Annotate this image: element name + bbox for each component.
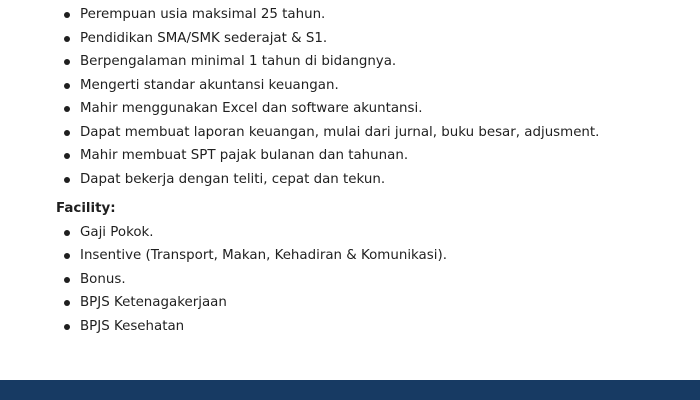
bullet-icon bbox=[64, 83, 70, 89]
list-item bbox=[0, 97, 700, 121]
list-item bbox=[0, 74, 700, 98]
bullet-icon bbox=[64, 12, 70, 18]
facility-text: BPJS Kesehatan bbox=[80, 318, 185, 334]
list-item bbox=[0, 168, 700, 192]
requirement-text: Mahir menggunakan Excel dan software akuntansi. bbox=[80, 101, 423, 116]
requirement-text: Mahir membuat SPT pajak bulanan dan tahunan. bbox=[80, 148, 409, 163]
bullet-icon bbox=[64, 153, 70, 159]
facility-text: Bonus. bbox=[80, 271, 126, 287]
bullet-icon bbox=[64, 230, 70, 236]
requirement-text: Dapat membuat laporan keuangan, mulai dari jurnal, buku besar, adjusment. bbox=[80, 124, 600, 140]
footer-bar bbox=[0, 380, 700, 400]
requirement-text: Perempuan usia maksimal 25 tahun. bbox=[80, 7, 326, 22]
list-item bbox=[0, 244, 700, 268]
list-item bbox=[0, 144, 700, 168]
facility-text: Gaji Pokok. bbox=[80, 224, 154, 240]
list-item bbox=[0, 3, 700, 27]
bullet-icon bbox=[64, 59, 70, 65]
bullet-icon bbox=[64, 130, 70, 136]
facility-text: Insentive (Transport, Makan, Kehadiran & Komunikasi). bbox=[80, 248, 447, 263]
bullet-icon bbox=[64, 106, 70, 112]
bullet-icon bbox=[64, 177, 70, 183]
bullet-icon bbox=[64, 324, 70, 330]
job-posting-content bbox=[0, 3, 700, 338]
list-item bbox=[0, 27, 700, 51]
requirement-text: Dapat bekerja dengan teliti, cepat dan tekun. bbox=[80, 171, 386, 187]
requirement-text: Berpengalaman minimal 1 tahun di bidangnya. bbox=[80, 54, 397, 69]
list-item bbox=[0, 291, 700, 315]
requirement-text: Mengerti standar akuntansi keuangan. bbox=[80, 77, 339, 93]
list-item bbox=[0, 315, 700, 339]
requirements-list bbox=[0, 3, 700, 191]
list-item bbox=[0, 50, 700, 74]
requirement-text: Pendidikan SMA/SMK sederajat & S1. bbox=[80, 30, 328, 46]
bullet-icon bbox=[64, 36, 70, 42]
bullet-icon bbox=[64, 253, 70, 259]
list-item bbox=[0, 121, 700, 145]
facility-text: BPJS Ketenagakerjaan bbox=[80, 295, 227, 310]
bullet-icon bbox=[64, 277, 70, 283]
bullet-icon bbox=[64, 300, 70, 306]
list-item bbox=[0, 268, 700, 292]
facility-list bbox=[0, 221, 700, 339]
facility-heading: Facility: bbox=[56, 201, 116, 216]
list-item bbox=[0, 221, 700, 245]
